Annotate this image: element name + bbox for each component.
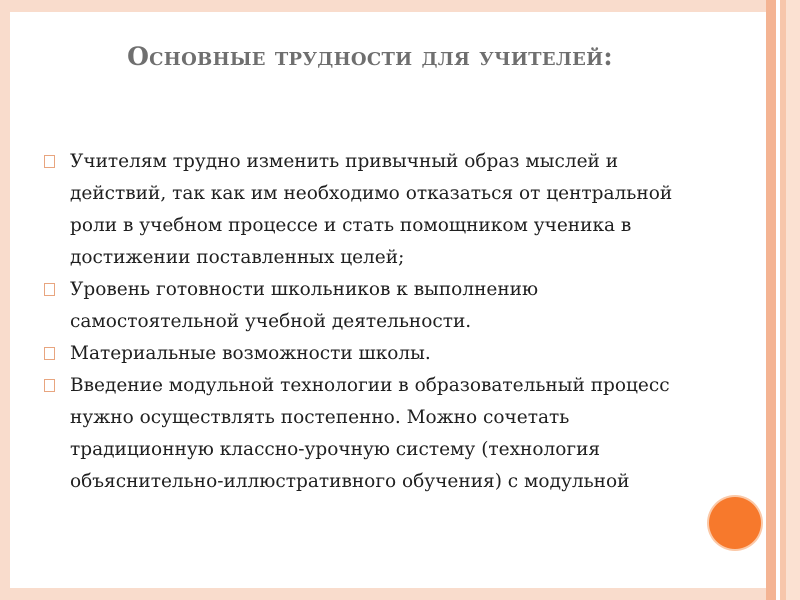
bullet-list [44, 146, 704, 498]
list-item-text: Введение модульной технологии в образовательный процесс нужно осуществлять постепенно. Можно сочетать традиционную классно-урочную систему (технология объяснительно-иллюстративного обучения) с модульной [70, 375, 670, 492]
frame-bottom [0, 588, 800, 600]
square-bullet-icon [44, 379, 55, 392]
frame-top [0, 0, 800, 12]
frame-left [0, 0, 10, 600]
orange-circle-icon [709, 497, 761, 549]
list-item-text: Учителям трудно изменить привычный образ мыслей и действий, так как им необходимо отказаться от центральной роли в учебном процессе и стать помощником ученика в достижении поставленных целей; [70, 151, 673, 268]
right-stripe-4 [786, 0, 800, 600]
list-item [44, 370, 704, 498]
list-item [44, 338, 704, 370]
right-stripe-1 [766, 0, 776, 600]
slide-title: Основные трудности для учителей: [127, 42, 613, 71]
square-bullet-icon [44, 347, 55, 360]
list-item [44, 274, 704, 338]
list-item-text: Материальные возможности школы. [70, 343, 431, 364]
square-bullet-icon [44, 155, 55, 168]
list-item [44, 146, 704, 274]
square-bullet-icon [44, 283, 55, 296]
list-item-text: Уровень готовности школьников к выполнению самостоятельной учебной деятельности. [70, 279, 539, 332]
